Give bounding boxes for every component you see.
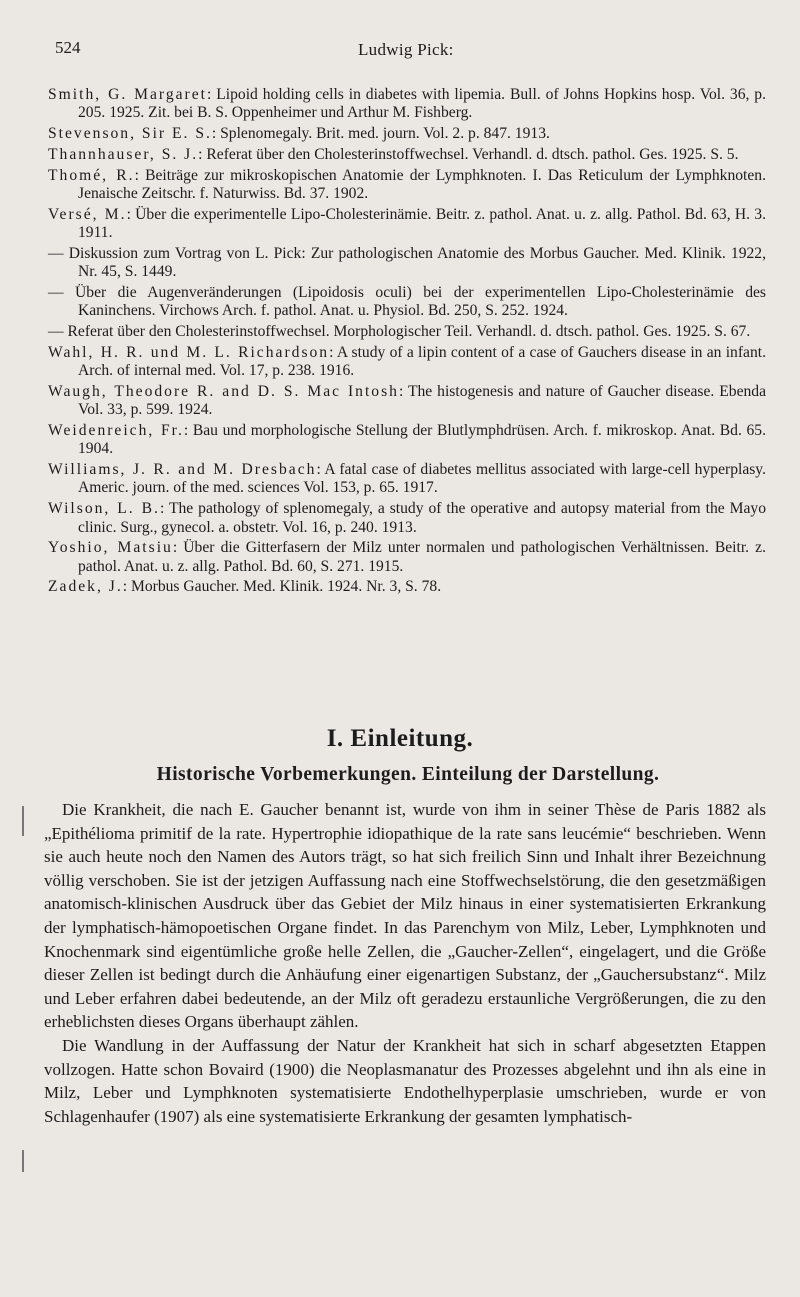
reference-text: Referat über den Cholesterinstoffwechsel. Morphologischer Teil. Verhandl. d. dtsch. pathol. Ges. 1925. S. 67. [63, 322, 751, 340]
reference-entry [48, 539, 766, 576]
reference-author: Thomé, R. [48, 166, 135, 184]
paragraph: Die Wandlung in der Auffassung der Natur der Krankheit hat sich in scharf abgesetzten Etappen vollzogen. Hatte schon Bovaird (1900) die Neoplasmanatur des Prozesses abgelehnt und ihn als eine in Milz, Leber und Lymphknoten systematisierte Endothelhyperplasie umschrieben, wurde er von Schlagenhaufer (1907) als eine systematisierte Erkrankung der gesamten lymphatisch- [44, 1035, 766, 1126]
reference-entry [48, 284, 766, 321]
reference-author: Williams, J. R. and M. Dresbach [48, 460, 317, 478]
margin-pencil-mark [22, 1150, 24, 1172]
reference-entry [48, 86, 766, 123]
reference-text: : Bau und morphologische Stellung der Blutlymphdrüsen. Arch. f. mikroskop. Anat. Bd. 65. 1904. [78, 421, 766, 458]
chapter-title: I. Einleitung. [326, 725, 474, 752]
reference-author: Versé, M. [48, 205, 127, 223]
reference-dash: — [48, 283, 64, 301]
reference-entry [48, 422, 766, 459]
reference-entry [48, 146, 766, 164]
reference-author: Stevenson, Sir E. S. [48, 125, 212, 143]
body-text [44, 798, 766, 1128]
reference-text: : Beiträge zur mikroskopischen Anatomie der Lymphknoten. I. Das Reticulum der Lymphknoten. Jenaische Zeitschr. f. Naturwiss. Bd. 37. 1902. [78, 166, 766, 202]
reference-text: : A fatal case of diabetes mellitus associated with large-cell hyperplasy. Americ. journ. of the med. sciences Vol. 153, p. 65. 1917. [78, 460, 766, 497]
reference-author: Yoshio, Matsiu [48, 539, 173, 557]
reference-text: Diskussion zum Vortrag von L. Pick: Zur pathologischen Anatomie des Morbus Gaucher. Med. Klinik. 1922, Nr. 45, S. 1449. [63, 244, 766, 281]
reference-text: : Über die Gitterfasern der Milz unter normalen und pathologischen Verhältnissen. Beitr. z. pathol. Anat. u. z. allg. Pathol. Bd. 60, S. 271. 1915. [78, 539, 766, 575]
reference-entry [48, 500, 766, 537]
reference-entry [48, 206, 766, 243]
reference-dash: — [48, 322, 64, 340]
margin-pencil-mark [22, 806, 24, 836]
reference-text: : A study of a lipin content of a case of Gauchers disease in an infant. Arch. of internal med. Vol. 17, p. 238. 1916. [78, 343, 766, 380]
running-title: Ludwig Pick: [358, 40, 454, 59]
reference-entry [48, 461, 766, 498]
reference-entry [48, 245, 766, 282]
reference-author: Thannhauser, S. J. [48, 145, 199, 163]
reference-entry [48, 167, 766, 204]
reference-author: Wahl, H. R. und M. L. Richardson [48, 343, 330, 361]
reference-entry [48, 323, 766, 341]
reference-text: : The pathology of splenomegaly, a study of the operative and autopsy material from the Mayo clinic. Surg., gynecol. a. obstetr. Vol. 16, p. 240. 1913. [78, 500, 766, 536]
reference-author: Smith, G. Margaret [48, 86, 207, 103]
reference-text: : Über die experimentelle Lipo-Cholesterinämie. Beitr. z. pathol. Anat. u. z. allg. Pathol. Bd. 63, H. 3. 1911. [78, 205, 766, 242]
reference-entry [48, 125, 766, 143]
reference-text: : Morbus Gaucher. Med. Klinik. 1924. Nr. 3, S. 78. [122, 578, 442, 596]
reference-author: Wilson, L. B. [48, 500, 160, 518]
reference-dash: — [48, 244, 64, 262]
reference-author: Weidenreich, Fr. [48, 421, 184, 439]
paragraph: Die Krankheit, die nach E. Gaucher benannt ist, wurde von ihm in seiner Thèse de Paris 1882 als „Epithélioma primitif de la rate. Hypertrophie idiopathique de la rate sans leucémie“ beschrieben. Wenn sie auch heute noch den Namen des Autors trägt, so hat sich freilich Sinn und Inhalt ihrer Bezeichnung völlig verschoben. Sie ist der jetzigen Auffassung nach eine Stoffwechselstörung, die den gesetzmäßigen anatomisch-klinischen Ausdruck über das Gebiet der Milz hinaus in einer systematisierten Erkrankung der lymphatisch-hämopoetischen Organe findet. In das Parenchym von Milz, Leber, Lymphknoten und Knochenmark sind eigentümliche große helle Zellen, die „Gaucher-Zellen“, eingelagert, und die Größe dieser Zellen ist bedingt durch die Anhäufung einer eigenartigen Substanz, der „Gauchersubstanz“. Milz und Leber erfahren dabei bedeutende, an der Milz oft geradezu erstaunliche Vergrößerungen, die zu den erheblichsten dieses Organs überhaupt zählen. [44, 800, 766, 1032]
reference-text: : Splenomegaly. Brit. med. journ. Vol. 2. p. 847. 1913. [211, 125, 550, 143]
section-title: Historische Vorbemerkungen. Einteilung der Darstellung. [156, 764, 660, 785]
reference-entry [48, 578, 766, 596]
reference-text: : The histogenesis and nature of Gaucher disease. Ebenda Vol. 33, p. 599. 1924. [78, 382, 767, 419]
page-number: 524 [55, 38, 81, 57]
reference-list [48, 86, 766, 599]
reference-entry [48, 383, 766, 420]
reference-author: Zadek, J. [48, 578, 123, 596]
reference-text: : Lipoid holding cells in diabetes with lipemia. Bull. of Johns Hopkins hosp. Vol. 36, p. 205. 1925. Zit. bei B. S. Oppenheimer und Arthur M. Fishberg. [78, 86, 766, 122]
reference-author: Waugh, Theodore R. and D. S. Mac Intosh [48, 382, 399, 400]
running-head [55, 38, 770, 68]
reference-entry [48, 344, 766, 381]
reference-text: : Referat über den Cholesterinstoffwechsel. Verhandl. d. dtsch. pathol. Ges. 1925. S. 5. [198, 145, 739, 163]
reference-text: Über die Augenveränderungen (Lipoidosis oculi) bei der experimentellen Lipo-Cholesterinämie des Kaninchens. Virchows Arch. f. pathol. Anat. u. Physiol. Bd. 250, S. 252. 1924. [63, 283, 766, 320]
